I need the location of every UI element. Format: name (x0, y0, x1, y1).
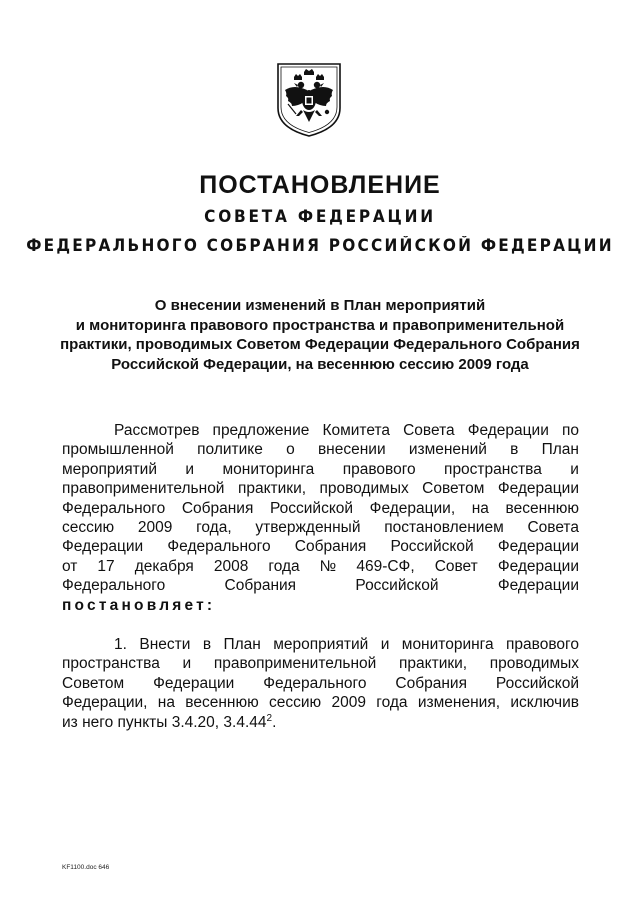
word: предложение (212, 422, 310, 439)
title-line: практики, проводимых Советом Федерации Федерального Собрания (60, 336, 580, 353)
word: года, (196, 518, 232, 536)
word: Федерации (497, 538, 579, 556)
coat-of-arms-icon (274, 60, 344, 138)
word: Собрания (294, 538, 367, 556)
word: весеннюю (185, 694, 259, 712)
text-line (62, 576, 579, 595)
word: утвержденный (255, 518, 361, 536)
word: мониторинга (401, 636, 494, 653)
issuer-heading-line2: ФЕДЕРАЛЬНОГО СОБРАНИЯ РОССИЙСКОЙ ФЕДЕРАЦИИ (26, 236, 614, 255)
preamble-paragraph (62, 421, 579, 615)
word: Совет (434, 557, 478, 575)
word: Советом (422, 480, 485, 498)
word: правоприменительной (213, 655, 377, 673)
word: Федерального (167, 538, 271, 556)
word: Российской (355, 577, 439, 595)
word: политике (197, 441, 263, 459)
word: Рассмотрев (114, 422, 200, 439)
word: правового (342, 460, 416, 478)
word: Собрания (395, 674, 467, 692)
word: Советом (62, 674, 125, 692)
word: о (286, 441, 295, 459)
text-line (62, 557, 579, 576)
word: правоприменительной (62, 480, 225, 498)
word: Федерации (497, 480, 579, 498)
title-line: Российской Федерации, на весеннюю сессию 2009 года (111, 355, 529, 373)
word: пространства (62, 655, 160, 673)
word: Собрания (224, 577, 297, 595)
word: и (380, 636, 390, 653)
word: практики, (399, 655, 468, 673)
word: весеннюю (505, 499, 579, 517)
word: 1. (114, 636, 127, 653)
title-line: и мониторинга правового пространства и правоприменительной (75, 316, 565, 334)
text-line (62, 654, 579, 673)
word: Российской (269, 499, 354, 517)
word: Российской (390, 538, 474, 556)
word: 469-СФ, (356, 557, 415, 575)
word: Внести (139, 636, 191, 653)
word: Совета (403, 422, 455, 439)
text-line (62, 674, 579, 693)
word: на (471, 499, 489, 517)
word: сессию (62, 518, 115, 536)
word: Федерации (497, 577, 579, 595)
word: и (185, 460, 195, 478)
word: года (268, 557, 300, 575)
document-type-heading: ПОСТАНОВЛЕНИЕ (199, 171, 441, 199)
document-code: KF1100.doc 646 (62, 864, 110, 871)
word: сессию (269, 694, 322, 712)
word: от (62, 557, 78, 575)
text-line (62, 479, 579, 498)
word: практики, (237, 480, 307, 498)
word: Российской (495, 674, 579, 692)
excluded-items-text: из него пункты 3.4.20, 3.4.44 (62, 713, 267, 731)
word: проводимых (489, 655, 579, 673)
word: План (223, 636, 261, 653)
word: Федерального (263, 674, 367, 692)
text-line (62, 518, 579, 537)
word: изменения, (417, 694, 501, 712)
word: мероприятий (62, 460, 157, 478)
word: постановлением (384, 518, 504, 536)
word: Федерации (497, 557, 579, 575)
word: Федерации, (62, 694, 148, 712)
word: Федерации (467, 422, 549, 439)
word: мониторинга (222, 460, 315, 478)
resolves-word: постановляет: (62, 596, 216, 614)
text-line (62, 460, 579, 479)
word: 2009 (137, 518, 173, 536)
word: План (541, 441, 579, 459)
word: Совета (527, 518, 579, 536)
word: проводимых (319, 480, 409, 498)
text-line (62, 713, 579, 732)
word: 2008 (213, 557, 249, 575)
word: по (561, 422, 579, 439)
word: внесении (317, 441, 386, 459)
word: Федерации, (369, 499, 456, 517)
word: Собрания (181, 499, 254, 517)
word: изменений (408, 441, 487, 459)
word: № (319, 557, 337, 575)
word: Федерального (62, 499, 166, 517)
word: года (376, 694, 408, 712)
word: Федерации (62, 538, 144, 556)
word: мероприятий (273, 636, 369, 653)
word: декабря (134, 557, 194, 575)
footnote-mark: 2 (266, 712, 273, 724)
word: Федерального (62, 577, 166, 595)
word: правового (506, 636, 579, 653)
sentence-end: . (272, 713, 277, 731)
word: 2009 (331, 694, 366, 712)
word: в (202, 636, 212, 653)
word: и (570, 460, 579, 478)
word: пространства (444, 460, 542, 478)
word: промышленной (62, 441, 174, 459)
text-line (62, 421, 579, 440)
resolution-item-1 (62, 635, 579, 732)
word: и (182, 655, 192, 673)
word: Федерации (153, 674, 235, 692)
text-line (62, 693, 579, 712)
text-line (62, 499, 579, 518)
word: на (157, 694, 175, 712)
word: исключив (510, 694, 579, 712)
word: Комитета (322, 422, 391, 439)
title-line: О внесении изменений в План мероприятий (154, 297, 486, 314)
issuer-heading-line1: СОВЕТА ФЕДЕРАЦИИ (204, 207, 436, 226)
document-title (40, 296, 600, 374)
word: в (510, 441, 519, 459)
text-line (62, 635, 579, 654)
text-line (62, 440, 579, 459)
word: 17 (97, 557, 115, 575)
text-line (62, 537, 579, 556)
